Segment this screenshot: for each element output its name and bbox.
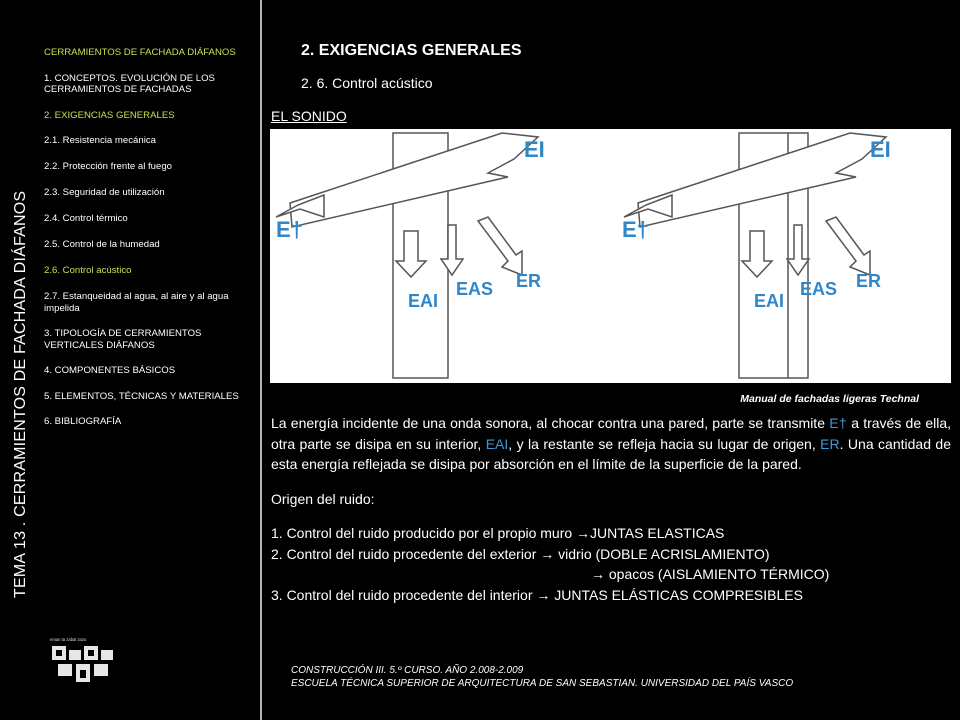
nav-item-acustico[interactable]: 2.6. Control acústico xyxy=(44,265,132,276)
highlight-er: ER xyxy=(820,435,840,452)
university-logo xyxy=(48,636,118,690)
logo-motto: eman ta zabal zazu xyxy=(50,637,87,642)
list-item-1: 1. Control del ruido producido por el propio muro →JUNTAS ELASTICAS xyxy=(271,525,725,541)
nav-item-componentes[interactable]: 4. COMPONENTES BÁSICOS xyxy=(44,365,176,376)
nav-item-seguridad[interactable]: 2.3. Seguridad de utilización xyxy=(44,187,165,198)
nav-item-conceptos[interactable]: 1. CONCEPTOS. EVOLUCIÓN DE LOS CERRAMIENTOS DE FACHADAS xyxy=(44,72,215,95)
body-text xyxy=(271,413,951,605)
nav-item-resistencia[interactable]: 2.1. Resistencia mecánica xyxy=(44,135,156,146)
nav-item-exigencias[interactable]: 2. EXIGENCIAS GENERALES xyxy=(44,109,175,121)
page-title: 2. EXIGENCIAS GENERALES xyxy=(301,42,522,59)
label-eai-left: EAI xyxy=(408,291,439,311)
label-ei-left: EI xyxy=(524,137,545,162)
nav-item-termico[interactable]: 2.4. Control térmico xyxy=(44,213,128,224)
label-ei-right: EI xyxy=(870,137,891,162)
page-subtitle: 2. 6. Control acústico xyxy=(301,75,433,91)
nav-item-humedad[interactable]: 2.5. Control de la humedad xyxy=(44,239,160,250)
intro-paragraph xyxy=(271,413,951,475)
diagram-single-wall xyxy=(276,133,545,378)
nav-item-tipologia[interactable]: 3. TIPOLOGÍA DE CERRAMIENTOS VERTICALES DIÁFANOS xyxy=(44,328,202,351)
text-run: . Una cantidad de esta energía reflejada se disipa por absorción en el límite de la superficie de la pared. xyxy=(271,435,951,472)
vertical-course-title: TEMA 13 . CERRAMIENTOS DE FACHADA DIÁFANOS xyxy=(12,190,29,598)
sidebar-nav xyxy=(44,47,244,442)
label-et-right: E† xyxy=(622,217,649,242)
nav-item-cerramientos[interactable]: CERRAMIENTOS DE FACHADA DIÁFANOS xyxy=(44,47,236,58)
nav-item-bibliografia[interactable]: 6. BIBLIOGRAFÍA xyxy=(44,416,122,427)
highlight-et: E† xyxy=(829,415,847,431)
nav-item-estanqueidad[interactable]: 2.7. Estanqueidad al agua, al aire y al agua impelida xyxy=(44,291,229,314)
sound-energy-diagram xyxy=(270,129,951,383)
label-eas-right: EAS xyxy=(800,279,838,299)
text-run: a través de ella, otra parte se disipa en su interior, xyxy=(271,415,951,452)
figure-caption: Manual de fachadas ligeras Technal xyxy=(740,393,919,405)
reflected-energy-arrow xyxy=(478,217,522,275)
sidebar-divider xyxy=(260,0,262,720)
list-item-2: 2. Control del ruido procedente del exterior → vidrio (DOBLE ACRISLAMIENTO) xyxy=(271,545,770,562)
diagram-double-wall xyxy=(622,133,891,378)
footer-school: ESCUELA TÉCNICA SUPERIOR DE ARQUITECTURA DE SAN SEBASTIAN. UNIVERSIDAD DEL PAÍS VASCO xyxy=(291,677,794,689)
section-title: EL SONIDO xyxy=(271,108,347,124)
label-er-left: ER xyxy=(516,271,542,291)
highlight-eai: EAI xyxy=(485,435,509,452)
text-run: La energía incidente de una onda sonora, al chocar contra una pared, parte se transmite xyxy=(271,415,830,431)
origin-title: Origen del ruido: xyxy=(271,490,375,507)
label-et-left: E† xyxy=(276,217,303,242)
text-run: , y la restante se refleja hacia su lugar de origen, xyxy=(508,435,821,452)
label-eas-left: EAS xyxy=(456,279,494,299)
nav-item-elementos[interactable]: 5. ELEMENTOS, TÉCNICAS Y MATERIALES xyxy=(44,390,239,402)
reflected-energy-arrow-right xyxy=(826,217,870,275)
label-er-right: ER xyxy=(856,271,882,291)
list-item-3: 3. Control del ruido procedente del interior → JUNTAS ELÁSTICAS COMPRESIBLES xyxy=(271,586,803,603)
label-eai-right: EAI xyxy=(754,291,785,311)
nav-item-fuego[interactable]: 2.2. Protección frente al fuego xyxy=(44,161,172,172)
footer xyxy=(291,665,793,690)
footer-course: CONSTRUCCIÓN III. 5.º CURSO. AÑO 2.008-2.009 xyxy=(291,665,524,676)
list-item-2b: → opacos (AISLAMIENTO TÉRMICO) xyxy=(591,566,830,582)
